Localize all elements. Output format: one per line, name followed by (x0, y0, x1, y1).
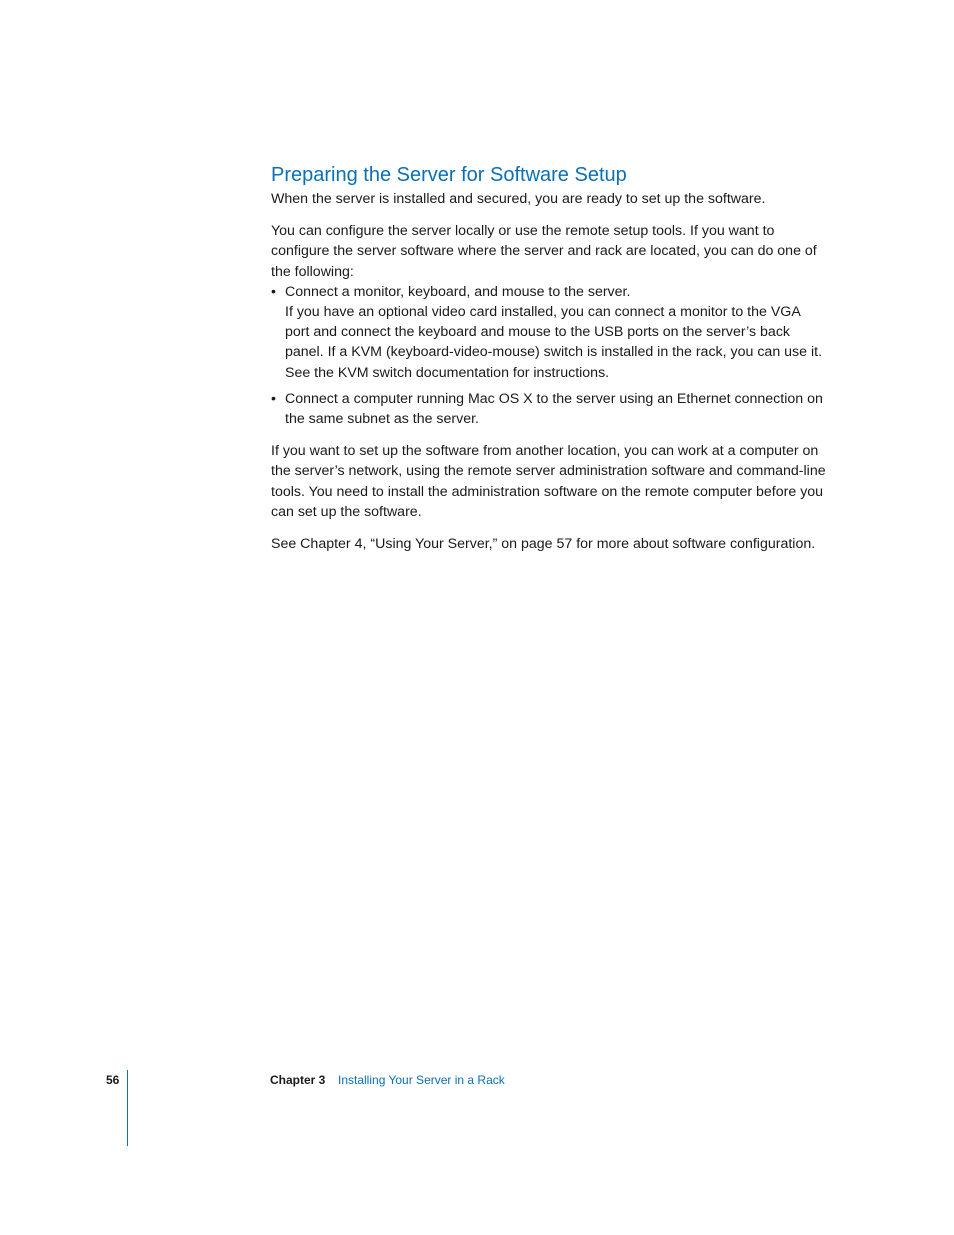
list-item-detail: If you have an optional video card installed, you can connect a monitor to the VGA port and connect the keyboard and mouse to the USB ports on the server’s back panel. If a KVM (keyboard-video-mouse) switch is installed in the rack, you can use it. See the KVM switch documentation for instructions. (285, 304, 823, 381)
intro-paragraph: When the server is installed and secured, you are ready to set up the software. (271, 191, 766, 207)
footer-divider (127, 1070, 128, 1146)
option-list (271, 282, 827, 429)
chapter-title-link[interactable]: Installing Your Server in a Rack (338, 1073, 505, 1087)
chapter-label: Chapter 3 (270, 1073, 326, 1087)
main-content (271, 161, 827, 566)
section-heading: Preparing the Server for Software Setup (271, 164, 627, 186)
page-footer (0, 1070, 954, 1150)
bullet-icon: • (271, 390, 276, 407)
remote-setup-paragraph: If you want to set up the software from another location, you can work at a computer on the server’s network, using the remote server administration software and command-line tools. You need to install the administration software on the remote computer before you can set up the software. (271, 443, 826, 520)
configure-paragraph: You can configure the server locally or use the remote setup tools. If you want to configure the server software where the server and rack are located, you can do one of the following: (271, 223, 817, 280)
list-item (271, 282, 827, 383)
list-item-text: Connect a monitor, keyboard, and mouse to the server. (285, 283, 631, 300)
list-item-text: Connect a computer running Mac OS X to the server using an Ethernet connection on the same subnet as the server. (285, 390, 823, 428)
page-number: 56 (106, 1073, 120, 1087)
cross-reference-paragraph: See Chapter 4, “Using Your Server,” on page 57 for more about software configuration. (271, 536, 816, 553)
list-item (271, 389, 827, 429)
bullet-icon: • (271, 283, 276, 300)
